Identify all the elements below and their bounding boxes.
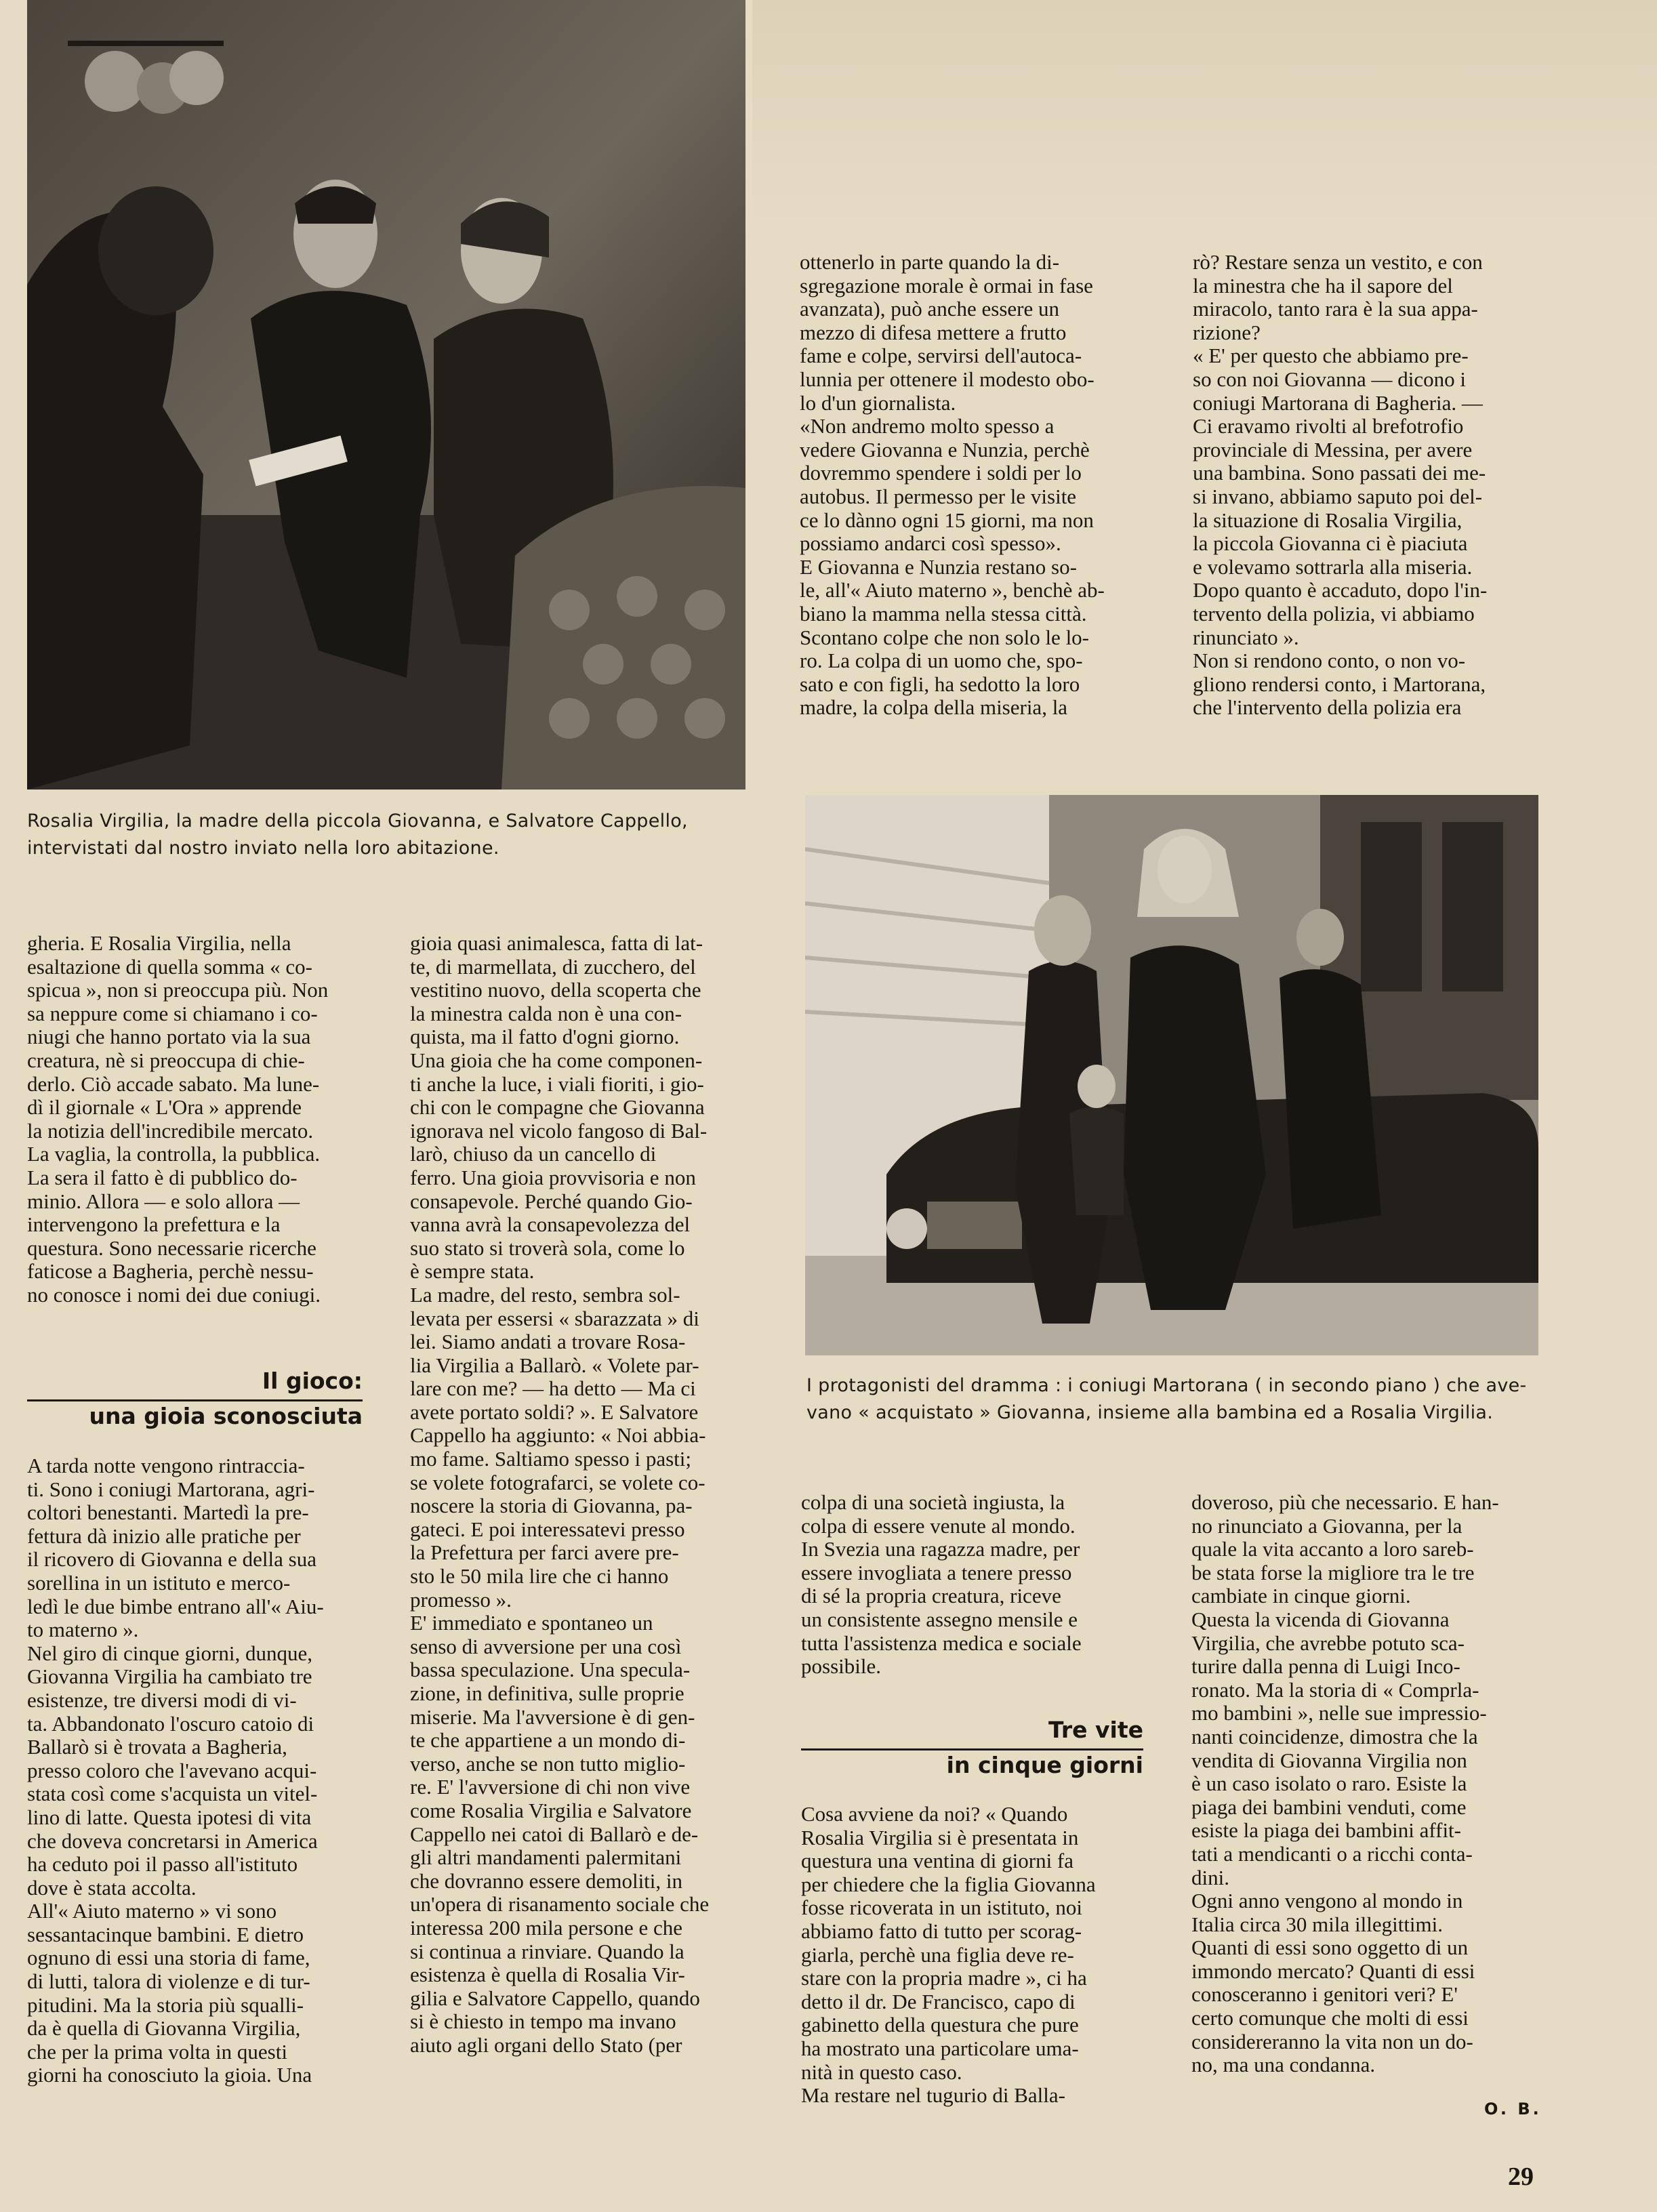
text-line: Ballarò si è trovata a Bagheria, bbox=[27, 1736, 287, 1759]
text-line: giarla, perchè una figlia deve re- bbox=[801, 1943, 1074, 1967]
text-line: colpa di essere venute al mondo. bbox=[801, 1514, 1076, 1538]
column-1-part-a bbox=[27, 932, 363, 1307]
text-line: so con noi Giovanna — dicono i bbox=[1193, 367, 1466, 391]
text-line: stare con la propria madre », ci ha bbox=[801, 1967, 1087, 1990]
text-line: miracolo, tanto rara è la sua appa- bbox=[1193, 298, 1478, 321]
text-line: sgregazione morale è ormai in fase bbox=[800, 274, 1093, 298]
text-line: la minestra calda non è una con- bbox=[410, 1002, 682, 1025]
text-line: sa neppure come si chiamano i co- bbox=[27, 1002, 318, 1025]
text-line: ledì le due bimbe entrano all'« Aiu- bbox=[27, 1595, 324, 1618]
text-line: ro. La colpa di un uomo che, spo- bbox=[800, 649, 1083, 673]
interview-photo-image bbox=[27, 0, 745, 790]
text-line: gli altri mandamenti palermitani bbox=[410, 1846, 682, 1870]
text-line: abbiamo fatto di tutto per scorag- bbox=[801, 1919, 1082, 1943]
text-line: derlo. Ciò accade sabato. Ma lune- bbox=[27, 1072, 320, 1096]
text-line: esiste la piaga dei bambini affit- bbox=[1191, 1819, 1461, 1843]
col1b-lines bbox=[27, 1454, 363, 2087]
text-line: lo d'un giornalista. bbox=[800, 391, 956, 415]
text-line: ti. Sono i coniugi Martorana, agri- bbox=[27, 1477, 315, 1501]
text-line: da è quella di Giovanna Virgilia, bbox=[27, 2017, 301, 2041]
text-line: ottenerlo in parte quando la di- bbox=[800, 251, 1060, 274]
top-col2-lines bbox=[1193, 251, 1538, 720]
text-line: come Rosalia Virgilia e Salvatore bbox=[410, 1799, 692, 1822]
text-line: re. E' l'avversione di chi non vive bbox=[410, 1776, 691, 1799]
text-line: fosse ricoverata in un istituto, noi bbox=[801, 1896, 1082, 1920]
text-line: fettura dà inizio alle pratiche per bbox=[27, 1524, 301, 1548]
text-line: Cappello nei catoi di Ballarò e de- bbox=[410, 1822, 699, 1846]
photo-interview bbox=[27, 0, 745, 790]
text-line: Nel giro di cinque giorni, dunque, bbox=[27, 1641, 312, 1665]
text-line: sessantacinque bambini. E dietro bbox=[27, 1923, 304, 1946]
text-line: Cosa avviene da noi? « Quando bbox=[801, 1803, 1068, 1826]
text-line: rizione? bbox=[1193, 321, 1261, 344]
text-line: ognuno di essi una storia di fame, bbox=[27, 1946, 310, 1970]
article-signature: O. B. bbox=[1484, 2100, 1542, 2118]
text-line: ha mostrato una particolare uma- bbox=[801, 2036, 1079, 2060]
text-line: quista, ma il fatto d'ogni giorno. bbox=[410, 1025, 680, 1049]
text-line: per chiedere che la figlia Giovanna bbox=[801, 1872, 1096, 1896]
text-line: be stata forse la migliore tra le tre bbox=[1191, 1561, 1475, 1584]
text-line: coniugi Martorana di Bagheria. — bbox=[1193, 391, 1483, 415]
text-line: « E' per questo che abbiamo pre- bbox=[1193, 344, 1469, 368]
text-line: doveroso, più che necessario. E han- bbox=[1191, 1491, 1499, 1514]
text-line: ha ceduto poi il passo all'istituto bbox=[27, 1853, 298, 1877]
text-line: In Svezia una ragazza madre, per bbox=[801, 1538, 1080, 1561]
text-line: Virgilia, che avrebbe potuto sca- bbox=[1191, 1631, 1465, 1655]
text-line: se volete fotografarci, se volete co- bbox=[410, 1471, 705, 1494]
text-line: rinunciato ». bbox=[1193, 626, 1299, 649]
text-line: lunnia per ottenere il modesto obo- bbox=[800, 367, 1095, 391]
text-line: vestitino nuovo, della scoperta che bbox=[410, 979, 701, 1002]
text-line: essere invogliata a tenere presso bbox=[801, 1561, 1072, 1584]
column-4 bbox=[1191, 1491, 1537, 2077]
text-line: ti anche la luce, i viali fioriti, i gio- bbox=[410, 1072, 704, 1096]
text-line: lia Virgilia a Ballarò. « Volete par- bbox=[410, 1353, 699, 1377]
text-line: gliono rendersi conto, i Martorana, bbox=[1193, 672, 1486, 696]
text-line: suo stato si troverà sola, come lo bbox=[410, 1236, 685, 1260]
text-line: la Prefettura per farci avere pre- bbox=[410, 1541, 679, 1565]
text-line: si invano, abbiamo saputo poi del- bbox=[1193, 485, 1483, 508]
text-line: immondo mercato? Quanti di essi bbox=[1191, 1959, 1475, 1983]
col2-lines bbox=[410, 932, 756, 2057]
text-line: vedere Giovanna e Nunzia, perchè bbox=[800, 438, 1090, 462]
text-line: no, ma una condanna. bbox=[1191, 2053, 1376, 2077]
text-line: spicua », non si preoccupa più. Non bbox=[27, 979, 329, 1002]
text-line: fame e colpe, servirsi dell'autoca- bbox=[800, 344, 1082, 368]
text-line: rò? Restare senza un vestito, e con bbox=[1193, 251, 1483, 274]
text-line: tati a mendicanti o a ricchi conta- bbox=[1191, 1842, 1473, 1866]
text-line: minio. Allora — e solo allora — bbox=[27, 1189, 300, 1213]
text-line: lino di latte. Questa ipotesi di vita bbox=[27, 1805, 312, 1829]
col4-lines bbox=[1191, 1491, 1537, 2077]
subhead-gioco-line2: una gioia sconosciuta bbox=[89, 1403, 363, 1429]
text-line: piaga dei bambini venduti, come bbox=[1191, 1795, 1467, 1819]
col3a-lines bbox=[801, 1491, 1143, 1679]
col1a-lines bbox=[27, 932, 363, 1307]
text-line: giorni ha conosciuto la gioia. Una bbox=[27, 2064, 312, 2087]
text-line: zione, in definitiva, sulle proprie bbox=[410, 1682, 684, 1705]
text-line: All'« Aiuto materno » vi sono bbox=[27, 1900, 277, 1923]
text-line: una bambina. Sono passati dei me- bbox=[1193, 462, 1486, 485]
text-line: lei. Siamo andati a trovare Rosa- bbox=[410, 1330, 686, 1354]
text-line: te che appartiene a un mondo di- bbox=[410, 1729, 686, 1753]
text-line: la notizia dell'incredibile mercato. bbox=[27, 1119, 314, 1143]
text-line: sato e con figli, ha sedotto la loro bbox=[800, 672, 1080, 696]
text-line: presso coloro che l'avevano acqui- bbox=[27, 1759, 317, 1782]
text-line: gateci. E poi interessatevi presso bbox=[410, 1517, 685, 1541]
text-line: verso, anche se non tutto miglio- bbox=[410, 1752, 686, 1776]
text-line: di sé la propria creatura, riceve bbox=[801, 1584, 1061, 1608]
text-line: avete portato soldi? ». E Salvatore bbox=[410, 1400, 699, 1424]
text-line: colpa di una società ingiusta, la bbox=[801, 1491, 1065, 1514]
text-line: e volevamo sottrarla alla miseria. bbox=[1193, 555, 1473, 579]
text-line: madre, la colpa della miseria, la bbox=[800, 696, 1068, 720]
text-line: Rosalia Virgilia si è presentata in bbox=[801, 1826, 1079, 1849]
text-line: Quanti di essi sono oggetto di un bbox=[1191, 1936, 1469, 1960]
text-line: Questa la vicenda di Giovanna bbox=[1191, 1607, 1450, 1631]
text-line: esistenze, tre diversi modi di vi- bbox=[27, 1688, 297, 1712]
text-line: niugi che hanno portato via la sua bbox=[27, 1025, 311, 1049]
text-line: lare con me? — ha detto — Ma ci bbox=[410, 1377, 696, 1401]
text-line: creatura, nè si preoccupa di chie- bbox=[27, 1048, 305, 1072]
top-column-1 bbox=[800, 251, 1145, 720]
column-1-part-b bbox=[27, 1454, 363, 2087]
text-line: intervengono la prefettura e la bbox=[27, 1213, 281, 1237]
text-line: E' immediato e spontaneo un bbox=[410, 1612, 653, 1635]
text-line: Non si rendono conto, o non vo- bbox=[1193, 649, 1466, 673]
text-line: Italia circa 30 mila illegittimi. bbox=[1191, 1912, 1444, 1936]
text-line: senso di avversione per una così bbox=[410, 1635, 682, 1658]
text-line: biano la mamma nella stessa città. bbox=[800, 602, 1087, 626]
text-line: possibile. bbox=[801, 1655, 881, 1679]
text-line: turire dalla penna di Luigi Inco- bbox=[1191, 1655, 1460, 1679]
text-line: la minestra che ha il sapore del bbox=[1193, 274, 1453, 298]
text-line: si continua a rinviare. Quando la bbox=[410, 1940, 684, 1963]
subhead-vite-line1: Tre vite bbox=[1048, 1717, 1143, 1743]
text-line: Cappello ha aggiunto: « Noi abbia- bbox=[410, 1424, 706, 1448]
text-line: to materno ». bbox=[27, 1618, 139, 1642]
text-line: La vaglia, la controlla, la pubblica. bbox=[27, 1143, 321, 1166]
photo1-caption: Rosalia Virgilia, la madre della piccola Giovanna, e Salvatore Cappello, intervistati dal nostro inviato nella loro abitazione. bbox=[27, 811, 688, 859]
text-line: ta. Abbandonato l'oscuro catoio di bbox=[27, 1712, 314, 1736]
text-line: miserie. Ma l'avversione è di gen- bbox=[410, 1705, 695, 1729]
text-line: si è chiesto in tempo ma invano bbox=[410, 2010, 676, 2034]
text-line: tervento della polizia, vi abbiamo bbox=[1193, 602, 1475, 626]
text-line: aiuto agli organi dello Stato (per bbox=[410, 2033, 682, 2057]
text-line: questura. Sono necessarie ricerche bbox=[27, 1236, 316, 1260]
text-line: Ogni anno vengono al mondo in bbox=[1191, 1889, 1463, 1913]
column-3-part-a bbox=[801, 1491, 1143, 1679]
subhead-vite-line2: in cinque giorni bbox=[946, 1752, 1143, 1778]
text-line: levata per essersi « sbarazzata » di bbox=[410, 1307, 699, 1330]
text-line: Giovanna Virgilia ha cambiato tre bbox=[27, 1665, 312, 1689]
photo2-caption: I protagonisti del dramma : i coniugi Martorana ( in secondo piano ) che ave- vano « acquistato » Giovanna, insieme alla bambina ed a Rosalia Virgilia. bbox=[806, 1375, 1527, 1423]
text-line: vanna avrà la consapevolezza del bbox=[410, 1213, 691, 1237]
text-line: gheria. E Rosalia Virgilia, nella bbox=[27, 932, 291, 955]
text-line: ferro. Una gioia provvisoria e non bbox=[410, 1166, 696, 1189]
subhead-il-gioco bbox=[27, 1368, 363, 1430]
text-line: di lutti, talora di violenze e di tur- bbox=[27, 1970, 310, 1994]
text-line: Ci eravamo rivolti al brefotrofio bbox=[1193, 415, 1464, 438]
text-line: mezzo di difesa mettere a frutto bbox=[800, 321, 1067, 344]
text-line: sorellina in un istituto e merco- bbox=[27, 1571, 291, 1595]
text-line: no rinunciato a Giovanna, per la bbox=[1191, 1514, 1462, 1538]
text-line: ronato. Ma la storia di « Comprla- bbox=[1191, 1678, 1479, 1702]
text-line: Una gioia che ha come componen- bbox=[410, 1048, 703, 1072]
text-line: La sera il fatto è di pubblico do- bbox=[27, 1166, 298, 1189]
subhead-gioco-rule bbox=[27, 1399, 363, 1401]
text-line: dove è stata accolta. bbox=[27, 1876, 197, 1900]
text-line: larò, chiuso da un cancello di bbox=[410, 1143, 657, 1166]
text-line: consapevole. Perché quando Gio- bbox=[410, 1189, 693, 1213]
top-col1-lines bbox=[800, 251, 1145, 720]
subhead-tre-vite bbox=[801, 1717, 1143, 1779]
text-line: un'opera di risanamento sociale che bbox=[410, 1893, 710, 1917]
text-line: bassa speculazione. Una specula- bbox=[410, 1658, 691, 1682]
subhead-gioco-line1: Il gioco: bbox=[262, 1368, 363, 1394]
text-line: Ma restare nel tugurio di Balla- bbox=[801, 2084, 1065, 2108]
text-line: cambiate in cinque giorni. bbox=[1191, 1584, 1411, 1608]
previous-page-bleed bbox=[752, 0, 1657, 230]
text-line: ce lo dànno ogni 15 giorni, ma non bbox=[800, 508, 1094, 532]
column-2 bbox=[410, 932, 756, 2057]
text-line: E Giovanna e Nunzia restano so- bbox=[800, 555, 1077, 579]
text-line: la piccola Giovanna ci è piaciuta bbox=[1193, 532, 1468, 556]
street-photo-image bbox=[805, 795, 1538, 1355]
text-line: gilia e Salvatore Cappello, quando bbox=[410, 1986, 700, 2010]
text-line: un consistente assegno mensile e bbox=[801, 1607, 1078, 1631]
column-3-part-b bbox=[801, 1803, 1143, 2108]
text-line: la situazione di Rosalia Virgilia, bbox=[1193, 508, 1462, 532]
text-line: Scontano colpe che non solo le lo- bbox=[800, 626, 1090, 649]
text-line: esistenza è quella di Rosalia Vir- bbox=[410, 1963, 685, 1987]
text-line: mo bambini », nelle sue impressio- bbox=[1191, 1702, 1487, 1725]
text-line: noscere la storia di Giovanna, pa- bbox=[410, 1494, 693, 1518]
text-line: è sempre stata. bbox=[410, 1260, 535, 1284]
text-line: te, di marmellata, di zucchero, del bbox=[410, 955, 696, 979]
text-line: La madre, del resto, sembra sol- bbox=[410, 1283, 680, 1307]
text-line: no conosce i nomi dei due coniugi. bbox=[27, 1283, 321, 1307]
text-line: che per la prima volta in questi bbox=[27, 2040, 287, 2064]
text-line: faticose a Bagheria, perchè nessu- bbox=[27, 1260, 314, 1284]
text-line: coltori benestanti. Martedì la pre- bbox=[27, 1501, 309, 1525]
top-column-2 bbox=[1193, 251, 1538, 720]
text-line: avanzata), può anche essere un bbox=[800, 298, 1059, 321]
text-line: nità in questo caso. bbox=[801, 2060, 962, 2084]
text-line: A tarda notte vengono rintraccia- bbox=[27, 1454, 305, 1477]
text-line: ignorava nel vicolo fangoso di Bal- bbox=[410, 1119, 708, 1143]
text-line: possiamo andarci così spesso». bbox=[800, 532, 1061, 556]
text-line: chi con le compagne che Giovanna bbox=[410, 1096, 705, 1120]
text-line: nanti coincidenze, dimostra che la bbox=[1191, 1725, 1478, 1748]
page-number: 29 bbox=[1508, 2163, 1534, 2191]
text-line: che l'intervento della polizia era bbox=[1193, 696, 1462, 720]
text-line: gabinetto della questura che pure bbox=[801, 2013, 1079, 2037]
text-line: quale la vita accanto a loro sareb- bbox=[1191, 1538, 1474, 1561]
text-line: il ricovero di Giovanna e della sua bbox=[27, 1548, 316, 1572]
text-line: considereranno la vita non un do- bbox=[1191, 2030, 1473, 2053]
text-line: questura una ventina di giorni fa bbox=[801, 1849, 1074, 1873]
text-line: Dopo quanto è accaduto, dopo l'in- bbox=[1193, 579, 1488, 602]
text-line: interessa 200 mila persone e che bbox=[410, 1916, 682, 1940]
text-line: esaltazione di quella somma « co- bbox=[27, 955, 312, 979]
text-line: gioia quasi animalesca, fatta di lat- bbox=[410, 932, 703, 955]
text-line: stata così come s'acquista un vitel- bbox=[27, 1782, 318, 1806]
text-line: provinciale di Messina, per avere bbox=[1193, 438, 1473, 462]
text-line: promesso ». bbox=[410, 1588, 512, 1612]
col3b-lines bbox=[801, 1803, 1143, 2108]
text-line: detto il dr. De Francisco, capo di bbox=[801, 1990, 1076, 2013]
text-line: dini. bbox=[1191, 1866, 1229, 1889]
subhead-vite-rule bbox=[801, 1748, 1143, 1750]
text-line: sto le 50 mila lire che ci hanno bbox=[410, 1565, 669, 1589]
text-line: «Non andremo molto spesso a bbox=[800, 415, 1055, 438]
text-line: certo comunque che molti di essi bbox=[1191, 2007, 1469, 2030]
text-line: mo fame. Saltiamo spesso i pasti; bbox=[410, 1448, 692, 1471]
text-line: dovremmo spendere i soldi per lo bbox=[800, 462, 1082, 485]
text-line: che doveva concretarsi in America bbox=[27, 1829, 318, 1853]
text-line: conosceranno i genitori veri? E' bbox=[1191, 1983, 1458, 2007]
text-line: è un caso isolato o raro. Esiste la bbox=[1191, 1772, 1467, 1796]
text-line: vendita di Giovanna Virgilia non bbox=[1191, 1748, 1467, 1772]
photo-street bbox=[805, 795, 1538, 1355]
text-line: autobus. Il permesso per le visite bbox=[800, 485, 1077, 508]
text-line: le, all'« Aiuto materno », benchè ab- bbox=[800, 579, 1105, 602]
text-line: pitudini. Ma la storia più squalli- bbox=[27, 1993, 304, 2017]
text-line: tutta l'assistenza medica e sociale bbox=[801, 1631, 1082, 1655]
text-line: dì il giornale « L'Ora » apprende bbox=[27, 1096, 302, 1120]
text-line: che dovranno essere demoliti, in bbox=[410, 1869, 683, 1893]
